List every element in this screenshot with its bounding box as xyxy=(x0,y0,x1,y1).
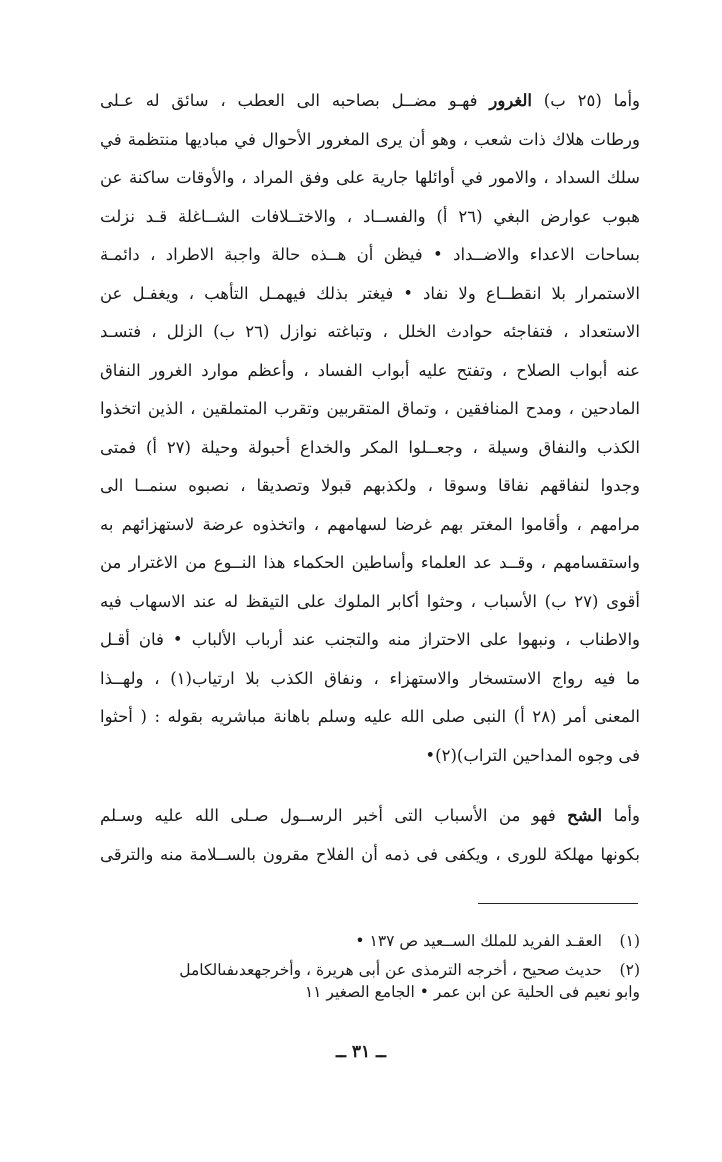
footnote-divider xyxy=(478,903,638,904)
footnote-2 xyxy=(100,959,640,1003)
main-text xyxy=(100,82,640,874)
footnote-text: حديث صحيح ، أخرجه الترمذى عن أبى هريرة ، وأخرجهعدىفىالكامل xyxy=(179,961,602,979)
text-line: واستقسامهم ، وقــد عد العلماء وأساطين الحكماء هذا النــوع من الاغترار من xyxy=(100,553,640,572)
text-line: والاطناب ، ونبهوا على الاحتراز منه والتجنب عند أرباب الألباب • فان أقـل xyxy=(100,630,640,649)
footnote-1 xyxy=(100,930,640,952)
text-line: سلك السداد ، والامور في أوائلها جارية على وفق المراد ، والأوقات ساكنة عن xyxy=(100,168,640,187)
keyword: الشح xyxy=(567,806,603,825)
text-line: بساحات الاعداء والاضــداد • فيظن أن هــذه حالة واجبة الاطراد ، دائمـة xyxy=(100,245,640,264)
footnote-number: (٢) xyxy=(619,961,640,979)
text-line: المادحين ، ومدح المنافقين ، وتماق المتقربين وتقرب المتملقين ، الذين اتخذوا xyxy=(100,399,640,418)
text-line: وأما (٢٥ ب) الغرور فهـو مضــل بصاحبه الى العطب ، سائق له عـلى xyxy=(100,91,640,110)
text-line: عنه أبواب الصلاح ، وتفتح عليه أبواب الفساد ، وأعظم موارد الغرور النفاق xyxy=(100,360,640,380)
text-line: المعنى أمر (٢٨ أ) النبى صلى الله عليه وسلم باهانة مباشريه بقوله : ( أحثوا xyxy=(100,707,640,726)
text-line: وأما الشح فهو من الأسباب التى أخبر الرســول صـلى الله عليه وسـلم xyxy=(100,806,640,825)
footnote-text-continued: وابو نعيم فى الحلية عن ابن عمر • الجامع الصغير ١١ xyxy=(304,983,640,1001)
footnotes xyxy=(100,930,640,1003)
text-line: وجدوا لنفاقهم نفاقا وسوقا ، ولكذبهم قبولا وتصديقا ، نصبوه سنمــا الى xyxy=(100,476,640,495)
footnote-number: (١) xyxy=(619,932,640,950)
text-line: فى وجوه المداحين التراب)(٢)• xyxy=(425,745,640,765)
text-line: الاستعداد ، فتفاجئه حوادث الخلل ، وتباغته نوازل (٢٦ ب) الزلل ، فتسـد xyxy=(100,322,640,341)
text-line: أقوى (٢٧ ب) الأسباب ، وحثوا أكابر الملوك على التيقظ له عند الاسهاب فيه xyxy=(100,591,640,611)
text-line: مرامهم ، وأقاموا المغتر بهم غرضا لسهامهم ، واتخذوه عرضة لاستهزائهم به xyxy=(100,514,640,534)
text-line: ورطات هلاك ذات شعب ، وهو أن يرى المغرور الأحوال في مباديها منتظمة في xyxy=(100,129,640,149)
text-line: هبوب عوارض البغي (٢٦ أ) والفســاد ، والاختــلافات الشــاغلة قـد نزلت xyxy=(100,206,640,226)
page-number: ــ ٣١ ــ xyxy=(335,1042,387,1062)
text-line: ما فيه رواج الاستسخار والاستهزاء ، ونفاق الكذب بلا ارتياب(١) ، ولهــذا xyxy=(100,668,640,688)
text-line: الكذب والنفاق وسيلة ، وجعــلوا المكر والخداع أحبولة وحيلة (٢٧ أ) فمتى xyxy=(100,437,641,457)
keyword: الغرور xyxy=(489,91,532,110)
footnote-text: العقـد الفريد للملك الســعيد ص ١٣٧ • xyxy=(355,932,602,950)
text-line: الاستمرار بلا انقطــاع ولا نفاد • فيغتر بذلك فيهمـل التأهب ، ويغفـل عن xyxy=(100,283,640,303)
paragraph-2 xyxy=(100,797,640,874)
paragraph-1 xyxy=(100,82,640,775)
text-line: بكونها مهلكة للورى ، ويكفى فى ذمه أن الفلاح مقرون بالســلامة منه والترقى xyxy=(100,844,640,864)
